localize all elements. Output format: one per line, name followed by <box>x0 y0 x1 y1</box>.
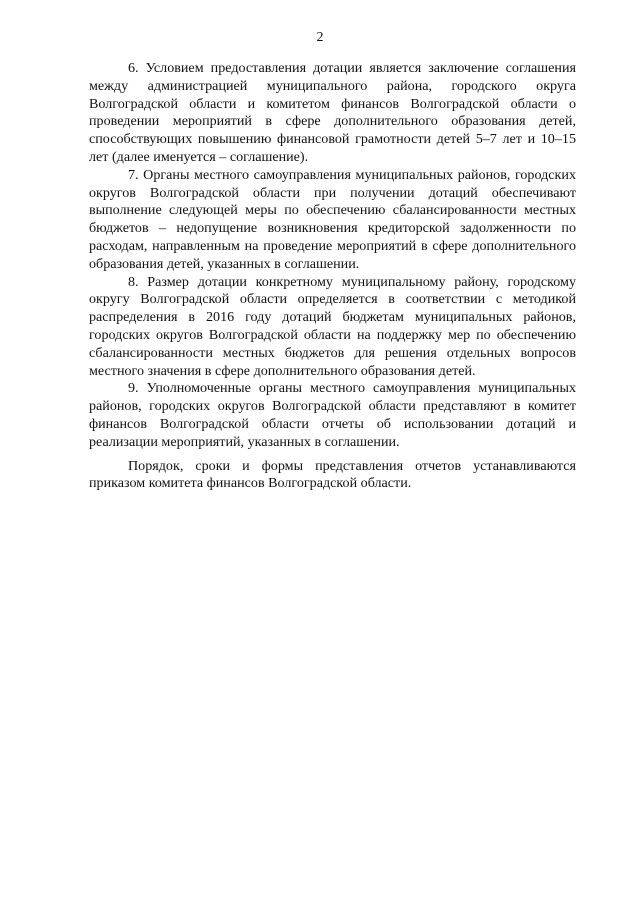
paragraph-8: 8. Размер дотации конкретному муниципальному району, городскому округу Волгоградской области определяется в соответствии с методикой распределения в 2016 году дотаций бюджетам муниципальных районов, городских округов Волгоградской области на поддержку мер по обеспечению сбалансированности местных бюджетов для решения отдельных вопросов местного значения в сфере дополнительного образования детей. <box>89 273 576 379</box>
paragraph-7: 7. Органы местного самоуправления муниципальных районов, городских округов Волгоградской области при получении дотаций обеспечивают выполнение следующей меры по обеспечению сбалансированности местных бюджетов – недопущение возникновения кредиторской задолженности по расходам, направленным на проведение мероприятий в сфере дополнительного образования детей, указанных в соглашении. <box>89 166 576 272</box>
paragraph-6: 6. Условием предоставления дотации является заключение соглашения между администрацией муниципального района, городского округа Волгоградской области и комитетом финансов Волгоградской области о проведении мероприятий в сфере дополнительного образования детей, способствующих повышению финансовой грамотности детей 5–7 лет и 10–15 лет (далее именуется – соглашение). <box>89 60 576 165</box>
page-number: 2 <box>316 30 324 45</box>
paragraph-reporting-procedure: Порядок, сроки и формы представления отчетов устанавливаются приказом комитета финансов Волгоградской области. <box>89 457 576 492</box>
document-body <box>89 60 576 493</box>
paragraph-9: 9. Уполномоченные органы местного самоуправления муниципальных районов, городских округов Волгоградской области представляют в комитет финансов Волгоградской области отчеты об использовании дотаций и реализации мероприятий, указанных в соглашении. <box>89 380 576 450</box>
